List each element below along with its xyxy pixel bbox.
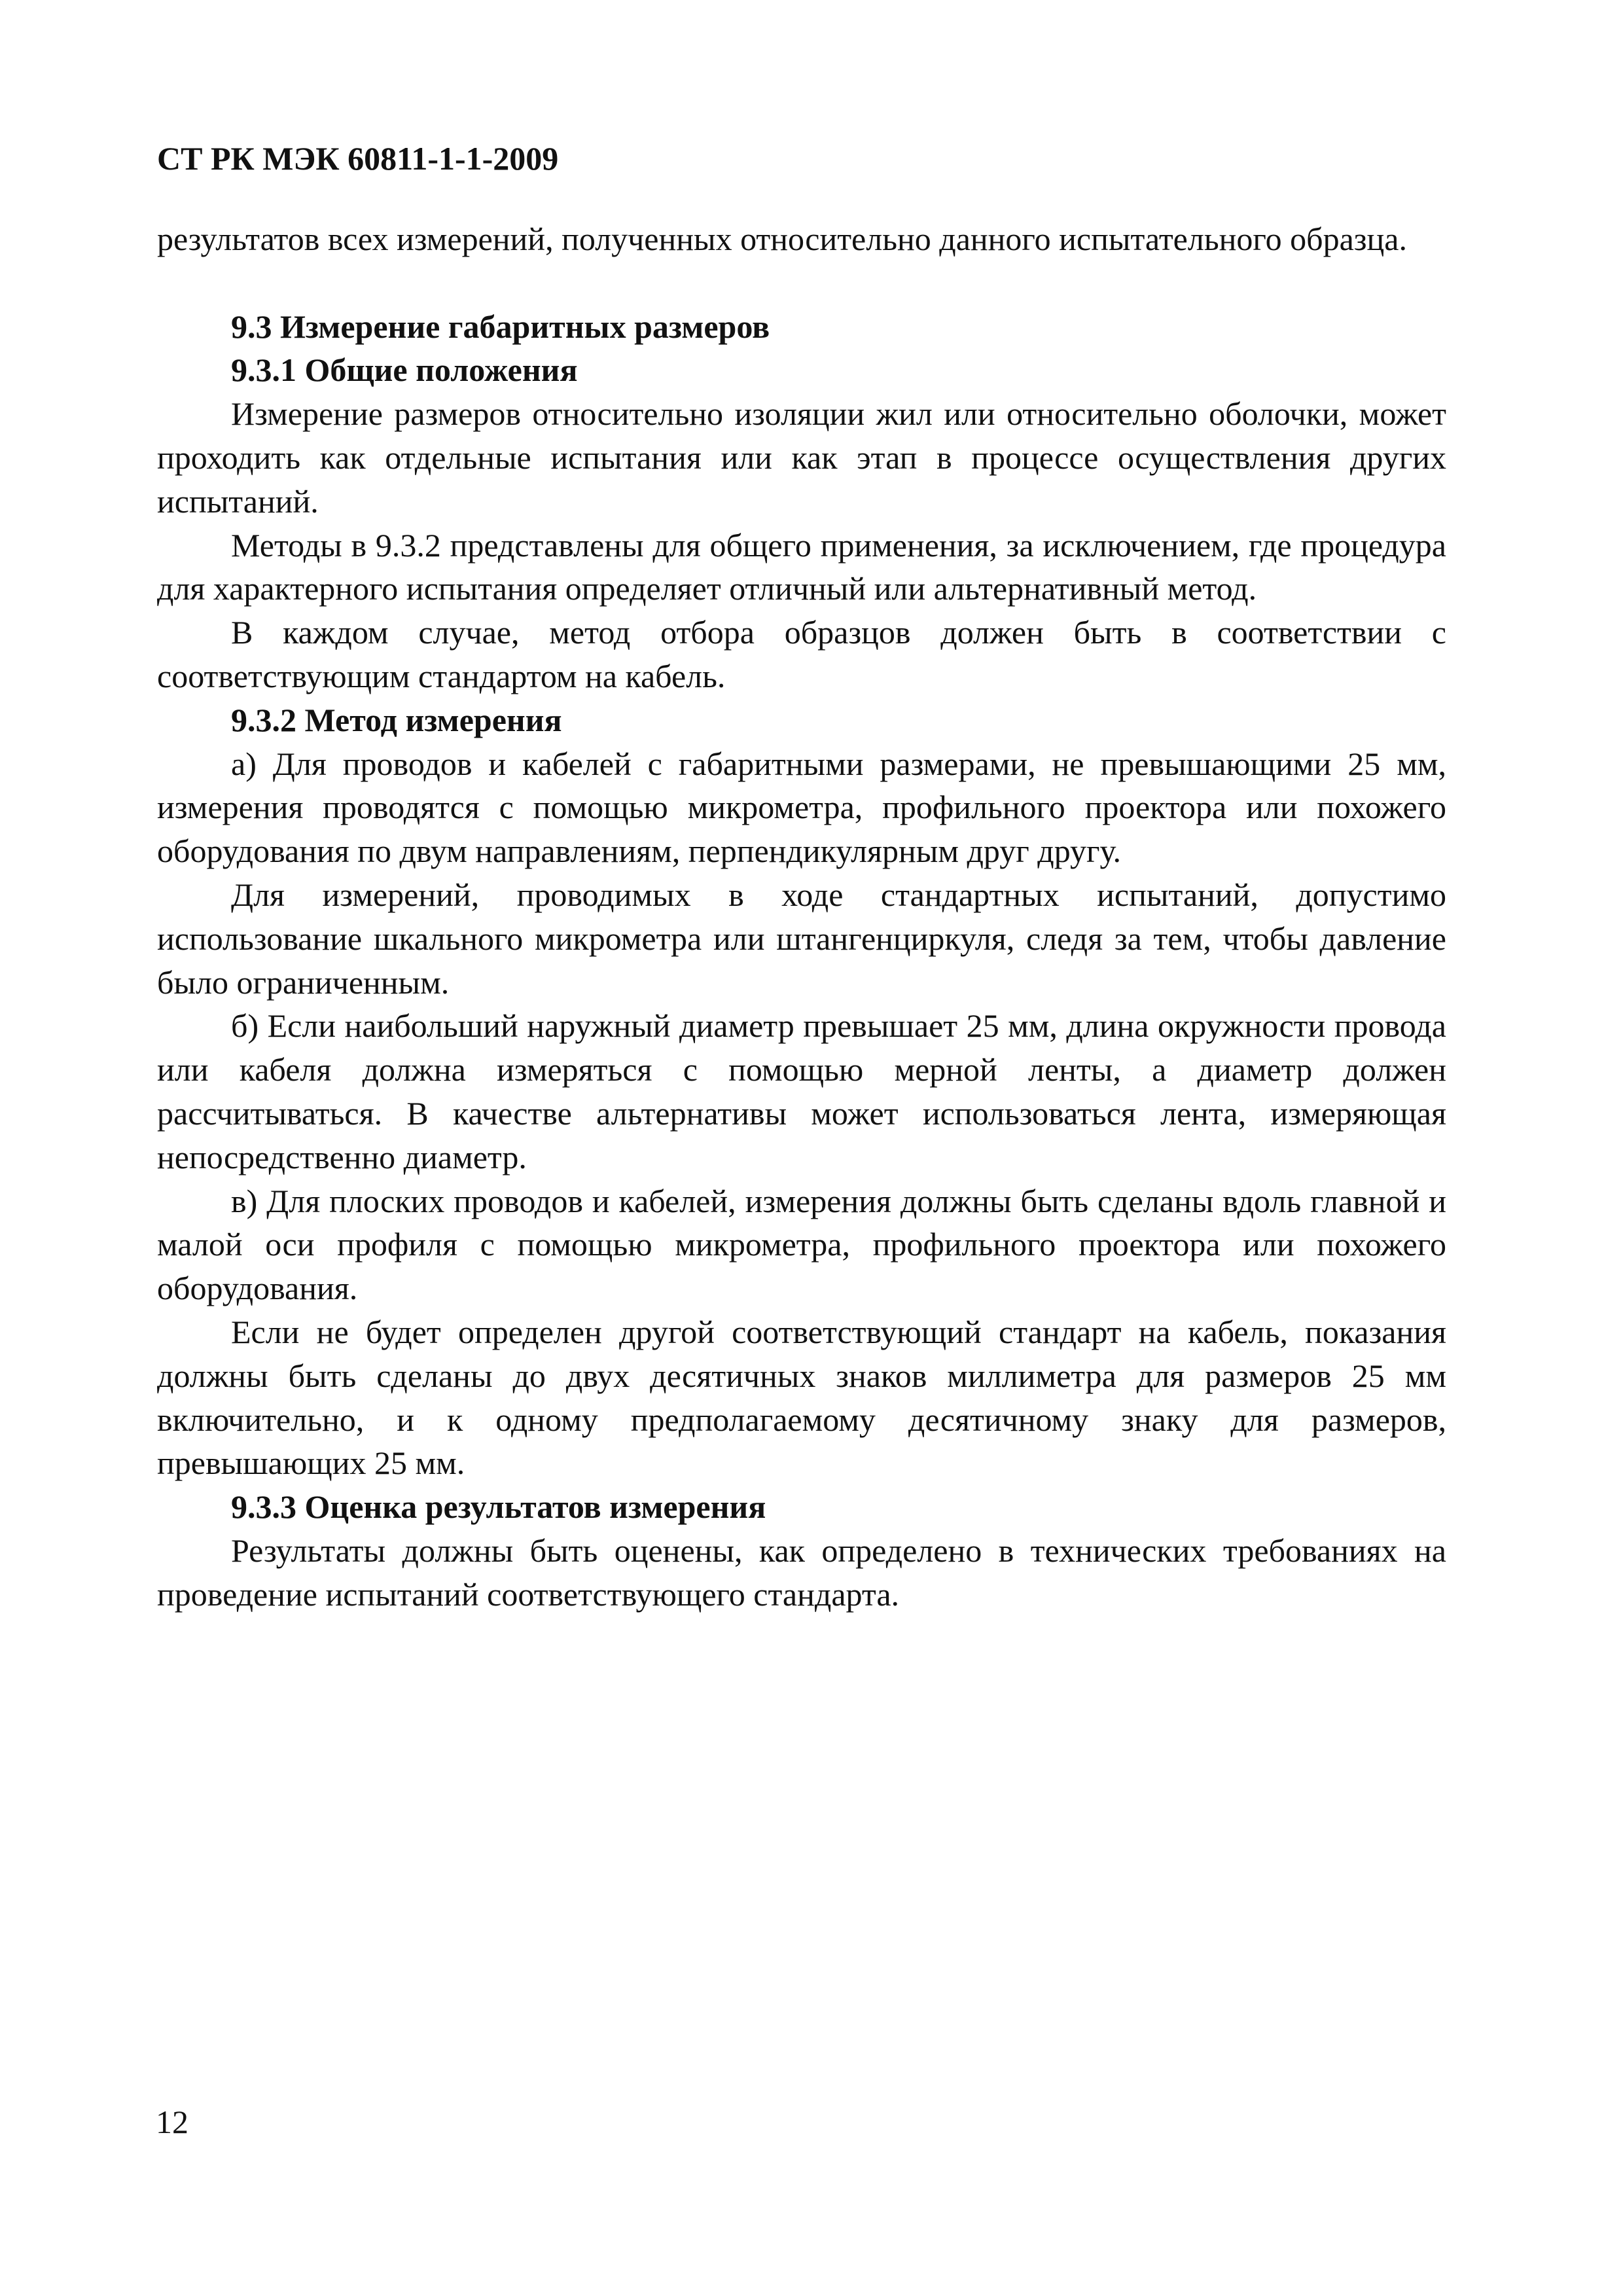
section-heading-9-3-3: 9.3.3 Оценка результатов измерения [231,1488,766,1526]
paragraph-continuation: результатов всех измерений, полученных относительно данного испытательного образца. [157,221,1407,257]
paragraph: Измерение размеров относительно изоляции жил или относительно оболочки, может проходить как отдельные испытания или как этап в процессе осуществления других испытаний. [157,395,1446,520]
paragraph: Если не будет определен другой соответствующий стандарт на кабель, показания должны быть сделаны до двух десятичных знаков миллиметра для размеров 25 мм включительно, и к одному предполагаемому десятичному знаку для размеров, превышающих 25 мм. [157,1313,1446,1482]
section-heading-9-3-1: 9.3.1 Общие положения [231,351,578,389]
document-body [157,217,1446,1617]
paragraph: В каждом случае, метод отбора образцов должен быть в соответствии с соответствующим стандартом на кабель. [157,614,1446,694]
paragraph: б) Если наибольший наружный диаметр превышает 25 мм, длина окружности провода или кабеля должна измеряться с помощью мерной ленты, а диаметр должен рассчитываться. В качестве альтернативы может использоваться лента, измеряющая непосредственно диаметр. [157,1007,1446,1175]
paragraph: Методы в 9.3.2 представлены для общего применения, за исключением, где процедура для характерного испытания определяет отличный или альтернативный метод. [157,526,1446,607]
paragraph: Для измерений, проводимых в ходе стандартных испытаний, допустимо использование шкального микрометра или штангенциркуля, следя за тем, чтобы давление было ограниченным. [157,876,1446,1001]
document-header: СТ РК МЭК 60811-1-1-2009 [157,140,559,177]
paragraph: в) Для плоских проводов и кабелей, измерения должны быть сделаны вдоль главной и малой оси профиля с помощью микрометра, профильного проектора или похожего оборудования. [157,1182,1446,1307]
section-heading-9-3-2: 9.3.2 Метод измерения [231,701,562,738]
paragraph-spacer [157,261,1446,305]
paragraph: Результаты должны быть оценены, как определено в технических требованиях на проведение испытаний соответствующего стандарта. [157,1532,1446,1613]
paragraph: а) Для проводов и кабелей с габаритными размерами, не превышающими 25 мм, измерения проводятся с помощью микрометра, профильного проектора или похожего оборудования по двум направлениям, перпендикулярным друг другу. [157,745,1446,870]
section-heading-9-3: 9.3 Измерение габаритных размеров [231,308,770,345]
page-number: 12 [156,2104,188,2140]
